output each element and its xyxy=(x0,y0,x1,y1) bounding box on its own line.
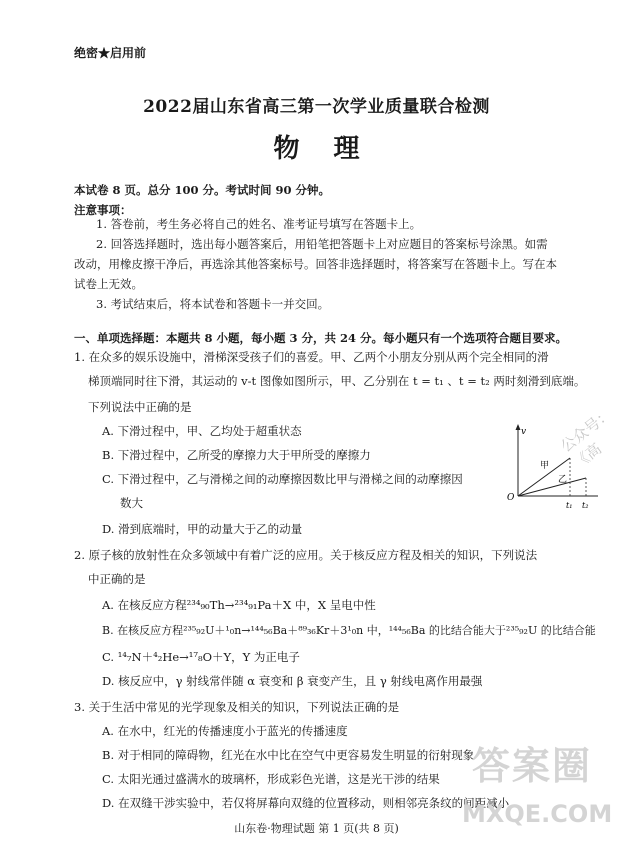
exam-summary: 本试卷 8 页。总分 100 分。考试时间 90 分钟。 xyxy=(74,183,331,197)
q3-option-a: A. 在水中，红光的传播速度小于蓝光的传播速度 xyxy=(102,724,348,738)
jia-label: 甲 xyxy=(540,461,550,471)
q1-option-d: D. 滑到底端时，甲的动量大于乙的动量 xyxy=(102,522,303,536)
note-1: 1. 答卷前，考生务必将自己的姓名、准考证号填写在答题卡上。 xyxy=(96,217,422,231)
yi-label: 乙 xyxy=(558,475,568,485)
note-3: 3. 考试结束后，将本试卷和答题卡一并交回。 xyxy=(96,297,330,311)
q2-option-d: D. 核反应中，γ 射线常伴随 α 衰变和 β 衰变产生，且 γ 射线电离作用最强 xyxy=(102,674,483,688)
t1-label: t₁ xyxy=(566,501,573,510)
exam-title: 2022届山东省高三第一次学业质量联合检测 xyxy=(143,97,490,117)
q3-option-c: C. 太阳光通过盛满水的玻璃杯，形成彩色光谱，这是光干涉的结果 xyxy=(102,772,440,786)
q2-stem-1: 2. 原子核的放射性在众多领域中有着广泛的应用。关于核反应方程及相关的知识，下列说法 xyxy=(74,548,538,562)
q1-option-b: B. 下滑过程中，乙所受的摩擦力大于甲所受的摩擦力 xyxy=(102,448,371,462)
section-heading: 一、单项选择题：本题共 8 小题，每小题 3 分，共 24 分。每小题只有一个选项符合题目要求。 xyxy=(74,331,568,345)
q1-stem-2: 梯顶端同时往下滑，其运动的 v-t 图像如图所示，甲、乙分别在 t = t₁ 、t = t₂ 两时刻滑到底端。 xyxy=(88,374,586,388)
q2-option-c: C. ¹⁴₇N＋⁴₂He→¹⁷₈O＋Y，Y 为正电子 xyxy=(102,650,300,664)
note-2: 2. 回答选择题时，选出每小题答案后，用铅笔把答题卡上对应题目的答案标号涂黑。如需 xyxy=(96,237,548,251)
note-2-end: 试卷上无效。 xyxy=(74,277,143,291)
t2-label: t₂ xyxy=(582,501,589,510)
q2-stem-2: 中正确的是 xyxy=(88,572,146,586)
axis-v-label: v xyxy=(521,427,527,437)
page-footer: 山东卷·物理试题 第 1 页(共 8 页) xyxy=(234,822,399,835)
note-2-cont: 改动，用橡皮擦干净后，再选涂其他答案标号。回答非选择题时，将答案写在答题卡上。写在本 xyxy=(74,257,557,271)
origin-label: O xyxy=(507,493,515,503)
subject-title: 物理 xyxy=(273,134,394,164)
confidential-label: 绝密★启用前 xyxy=(74,46,147,60)
q1-stem-1: 1. 在众多的娱乐设施中，滑梯深受孩子们的喜爱。甲、乙两个小朋友分别从两个完全相同的滑 xyxy=(74,350,549,364)
line-yi xyxy=(518,478,586,496)
notice-label: 注意事项： xyxy=(74,203,132,217)
q3-option-d: D. 在双缝干涉实验中，若仅将屏幕向双缝的位置移动，则相邻亮条纹的间距减小 xyxy=(102,796,510,810)
q1-option-a: A. 下滑过程中，甲、乙均处于超重状态 xyxy=(102,424,302,438)
q3-option-b: B. 对于相同的障碍物，红光在水中比在空气中更容易发生明显的衍射现象 xyxy=(102,748,475,762)
q3-stem: 3. 关于生活中常见的光学现象及相关的知识，下列说法正确的是 xyxy=(74,700,400,714)
site-watermark: MXQE.COM xyxy=(462,800,613,828)
q2-option-a: A. 在核反应方程²³⁴₉₀Th→²³⁴₉₁Pa＋X 中，X 呈电中性 xyxy=(102,598,376,612)
q1-option-c-cont: 数大 xyxy=(120,496,143,510)
q2-option-b: B. 在核反应方程²³⁵₉₂U＋¹₀n→¹⁴⁴₅₆Ba＋⁸⁹₃₆Kr＋3¹₀n 中，¹⁴⁴₅₆Ba 的比结合能大于²³⁵₉₂U 的比结合能 xyxy=(102,624,596,637)
q1-stem-3: 下列说法中正确的是 xyxy=(88,400,192,414)
side-watermark: 公众号：《高 xyxy=(557,404,616,473)
q1-option-c: C. 下滑过程中，乙与滑梯之间的动摩擦因数比甲与滑梯之间的动摩擦因 xyxy=(102,472,463,486)
brand-watermark: 答案圈 xyxy=(472,744,593,788)
